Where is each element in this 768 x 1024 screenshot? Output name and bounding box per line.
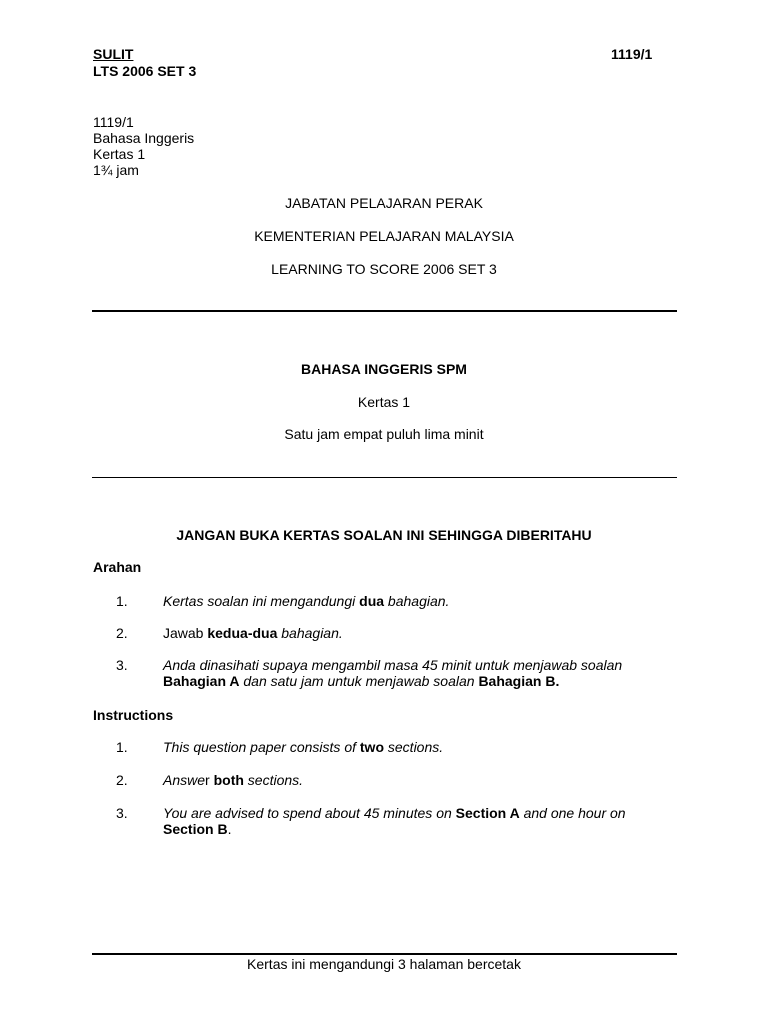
arahan-1-part-1: Kertas soalan ini mengandungi xyxy=(163,593,360,609)
arahan-2-bold: kedua-dua xyxy=(207,625,278,641)
subject-paper: Kertas 1 xyxy=(93,146,146,162)
instruction-1-text xyxy=(163,739,683,755)
institution-line-1: JABATAN PELAJARAN PERAK xyxy=(285,195,483,211)
instruction-2-num: 2. xyxy=(116,772,128,788)
arahan-1-bold: dua xyxy=(359,593,385,609)
subject-duration: 1¾ jam xyxy=(93,162,139,178)
arahan-2-text xyxy=(163,625,683,641)
arahan-1-num: 1. xyxy=(116,593,128,609)
instruction-2-part-1: Answe xyxy=(163,772,206,788)
divider-top xyxy=(92,310,677,312)
arahan-heading: Arahan xyxy=(93,559,142,575)
arahan-3-num: 3. xyxy=(116,657,128,673)
instruction-3-part-2: and one hour on xyxy=(519,805,626,821)
arahan-3-part-2: dan satu jam untuk menjawab soalan xyxy=(239,673,479,689)
instruction-3-bold-1: Section A xyxy=(455,805,520,821)
set-label: LTS 2006 SET 3 xyxy=(93,63,197,79)
arahan-1-text xyxy=(163,593,683,609)
institution-line-3: LEARNING TO SCORE 2006 SET 3 xyxy=(271,261,497,277)
instruction-2-text xyxy=(163,772,683,788)
instruction-1-part-1: This question paper consists of xyxy=(163,739,360,755)
exam-title: BAHASA INGGERIS SPM xyxy=(301,361,467,377)
sulit-label: SULIT xyxy=(93,46,134,62)
divider-middle xyxy=(92,477,677,478)
instruction-1-num: 1. xyxy=(116,739,128,755)
arahan-2-num: 2. xyxy=(116,625,128,641)
instruction-2-part-1b: r xyxy=(205,772,210,788)
instruction-3-part-1: You are advised to spend about 45 minutes on xyxy=(163,805,456,821)
subject-code: 1119/1 xyxy=(93,114,134,130)
arahan-3-bold-2: Bahagian B. xyxy=(478,673,560,689)
instruction-2-bold: both xyxy=(209,772,244,788)
paper-code-header: 1119/1 xyxy=(611,46,653,62)
arahan-3-text xyxy=(163,657,683,689)
instruction-3-bold-2: Section B xyxy=(163,821,228,837)
divider-bottom xyxy=(92,953,677,955)
exam-paper: Kertas 1 xyxy=(357,394,411,410)
arahan-3-part-1: Anda dinasihati supaya mengambil masa 45 minit untuk menjawab soalan xyxy=(163,657,623,673)
instruction-3-text xyxy=(163,805,683,837)
warning-text: JANGAN BUKA KERTAS SOALAN INI SEHINGGA DIBERITAHU xyxy=(176,527,592,543)
instruction-1-bold: two xyxy=(359,739,384,755)
instruction-3-part-3: . xyxy=(227,821,232,837)
instruction-1-part-2: sections. xyxy=(384,739,444,755)
instructions-heading: Instructions xyxy=(93,707,174,723)
institution-line-2: KEMENTERIAN PELAJARAN MALAYSIA xyxy=(254,228,514,244)
exam-duration: Satu jam empat puluh lima minit xyxy=(284,426,484,442)
arahan-2-part-2: bahagian. xyxy=(277,625,343,641)
arahan-3-bold-1: Bahagian A xyxy=(163,673,240,689)
subject-name: Bahasa Inggeris xyxy=(93,130,195,146)
arahan-2-part-1: Jawab xyxy=(163,625,208,641)
arahan-1-part-2: bahagian. xyxy=(384,593,450,609)
pages-note: Kertas ini mengandungi 3 halaman bercetak xyxy=(247,956,521,972)
instruction-2-part-2: sections. xyxy=(243,772,304,788)
instruction-3-num: 3. xyxy=(116,805,128,821)
